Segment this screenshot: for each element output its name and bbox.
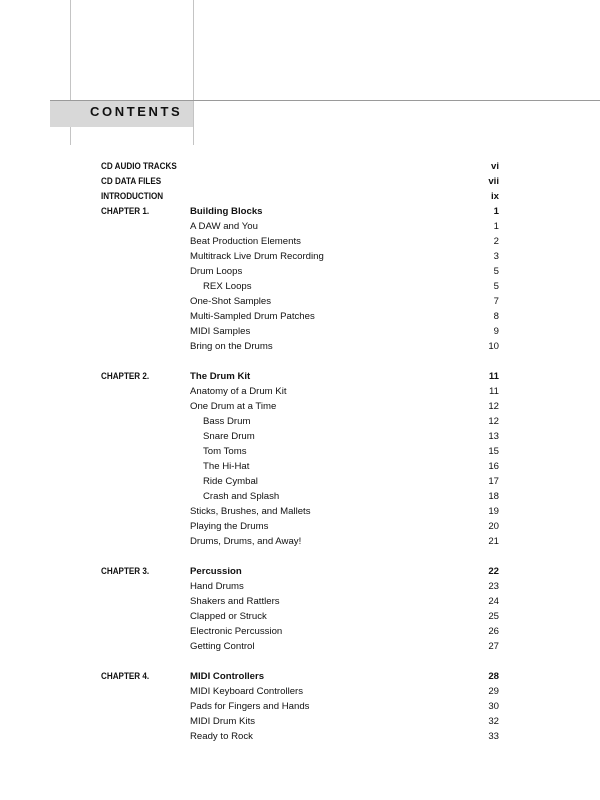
page-number: 12: [488, 416, 499, 427]
subsection-title: Bass Drum: [203, 416, 251, 427]
subsection-title: Tom Toms: [203, 446, 247, 457]
page-number: vii: [488, 176, 499, 187]
toc-front-matter-row[interactable]: [0, 159, 600, 174]
contents-header-rule: [193, 100, 600, 101]
front-matter-label: CD AUDIO TRACKS: [101, 161, 177, 171]
page-number: 26: [488, 626, 499, 637]
toc-chapter-row[interactable]: [0, 669, 600, 684]
page-number: vi: [490, 161, 499, 172]
section-title: A DAW and You: [190, 221, 258, 232]
page-number: 17: [488, 476, 499, 487]
toc-section-row[interactable]: [0, 249, 600, 264]
toc-section-row[interactable]: [0, 339, 600, 354]
toc-subsection-row[interactable]: [0, 459, 600, 474]
chapter-label: CHAPTER 2.: [101, 371, 150, 381]
toc-section-row[interactable]: [0, 579, 600, 594]
toc-section-row[interactable]: [0, 399, 600, 414]
front-matter-label: INTRODUCTION: [101, 191, 164, 201]
page-number: 15: [488, 446, 499, 457]
toc-section-row[interactable]: [0, 699, 600, 714]
toc-section-row[interactable]: [0, 594, 600, 609]
page-number: 9: [493, 326, 499, 337]
toc-section-row[interactable]: [0, 309, 600, 324]
page-number: 1: [493, 221, 499, 232]
page-number: 13: [488, 431, 499, 442]
section-title: Beat Production Elements: [190, 236, 301, 247]
page-number: 18: [488, 491, 499, 502]
section-title: Ready to Rock: [190, 731, 253, 742]
toc-section-row[interactable]: [0, 519, 600, 534]
page-number: 24: [488, 596, 499, 607]
toc-front-matter-row[interactable]: [0, 189, 600, 204]
toc-front-matter-row[interactable]: [0, 174, 600, 189]
page-number: 5: [493, 266, 499, 277]
toc-subsection-row[interactable]: [0, 489, 600, 504]
page-title: CONTENTS: [90, 104, 183, 119]
toc-section-row[interactable]: [0, 219, 600, 234]
page-number: 16: [488, 461, 499, 472]
chapter-title: Building Blocks: [190, 206, 263, 217]
subsection-title: Ride Cymbal: [203, 476, 258, 487]
toc-subsection-row[interactable]: [0, 474, 600, 489]
page-number: 10: [488, 341, 499, 352]
chapter-label: CHAPTER 3.: [101, 566, 150, 576]
section-title: MIDI Drum Kits: [190, 716, 256, 727]
section-title: Electronic Percussion: [190, 626, 283, 637]
page-number: 5: [493, 281, 499, 292]
toc-chapter-row[interactable]: [0, 564, 600, 579]
toc-section-row[interactable]: [0, 624, 600, 639]
chapter-title: MIDI Controllers: [190, 671, 265, 682]
toc-section-row[interactable]: [0, 324, 600, 339]
toc-section-row[interactable]: [0, 729, 600, 744]
front-matter-label: CD DATA FILES: [101, 176, 162, 186]
page-number: 20: [488, 521, 499, 532]
toc-section-row[interactable]: [0, 264, 600, 279]
section-title: Shakers and Rattlers: [190, 596, 280, 607]
section-title: Anatomy of a Drum Kit: [190, 386, 287, 397]
page-number: 21: [488, 536, 499, 547]
chapter-label: CHAPTER 4.: [101, 671, 150, 681]
page-number: 2: [493, 236, 499, 247]
section-title: Bring on the Drums: [190, 341, 273, 352]
chapter-title: Percussion: [190, 566, 242, 577]
page-number: 23: [488, 581, 499, 592]
toc-section-row[interactable]: [0, 234, 600, 249]
subsection-title: REX Loops: [203, 281, 252, 292]
page-number: 33: [488, 731, 499, 742]
page-number: 19: [488, 506, 499, 517]
subsection-title: Snare Drum: [203, 431, 255, 442]
toc-subsection-row[interactable]: [0, 444, 600, 459]
page-number: 28: [488, 671, 499, 682]
toc-chapter-row[interactable]: [0, 204, 600, 219]
page-number: 7: [493, 296, 499, 307]
chapter-label: CHAPTER 1.: [101, 206, 150, 216]
toc-section-row[interactable]: [0, 384, 600, 399]
section-title: Pads for Fingers and Hands: [190, 701, 310, 712]
toc-section-row[interactable]: [0, 294, 600, 309]
section-title: MIDI Keyboard Controllers: [190, 686, 304, 697]
page-number: 3: [493, 251, 499, 262]
section-title: Getting Control: [190, 641, 255, 652]
section-title: Multi-Sampled Drum Patches: [190, 311, 315, 322]
page-number: 32: [488, 716, 499, 727]
page-number: 12: [488, 401, 499, 412]
toc-section-row[interactable]: [0, 714, 600, 729]
toc-section-row[interactable]: [0, 639, 600, 654]
toc-subsection-row[interactable]: [0, 279, 600, 294]
section-title: Drums, Drums, and Away!: [190, 536, 302, 547]
page-number: 11: [488, 371, 499, 382]
toc-section-row[interactable]: [0, 684, 600, 699]
page-number: 22: [488, 566, 499, 577]
section-title: Sticks, Brushes, and Mallets: [190, 506, 311, 517]
toc-section-row[interactable]: [0, 504, 600, 519]
page-number: 1: [493, 206, 499, 217]
section-title: MIDI Samples: [190, 326, 251, 337]
section-title: One Drum at a Time: [190, 401, 277, 412]
section-title: Drum Loops: [190, 266, 243, 277]
section-title: Hand Drums: [190, 581, 244, 592]
page-number: 27: [488, 641, 499, 652]
margin-guide-line-right: [193, 0, 194, 145]
chapter-title: The Drum Kit: [190, 371, 251, 382]
toc-chapter-row[interactable]: [0, 369, 600, 384]
page-number: ix: [490, 191, 499, 202]
section-title: One-Shot Samples: [190, 296, 272, 307]
section-title: Clapped or Struck: [190, 611, 267, 622]
page-number: 11: [489, 386, 499, 397]
subsection-title: The Hi-Hat: [203, 461, 250, 472]
page-number: 30: [488, 701, 499, 712]
page-number: 29: [488, 686, 499, 697]
toc-section-row[interactable]: [0, 534, 600, 549]
table-of-contents: [0, 159, 600, 744]
section-title: Multitrack Live Drum Recording: [190, 251, 324, 262]
toc-subsection-row[interactable]: [0, 429, 600, 444]
toc-section-row[interactable]: [0, 609, 600, 624]
toc-subsection-row[interactable]: [0, 414, 600, 429]
page-number: 8: [493, 311, 499, 322]
page-number: 25: [488, 611, 499, 622]
subsection-title: Crash and Splash: [203, 491, 280, 502]
section-title: Playing the Drums: [190, 521, 269, 532]
